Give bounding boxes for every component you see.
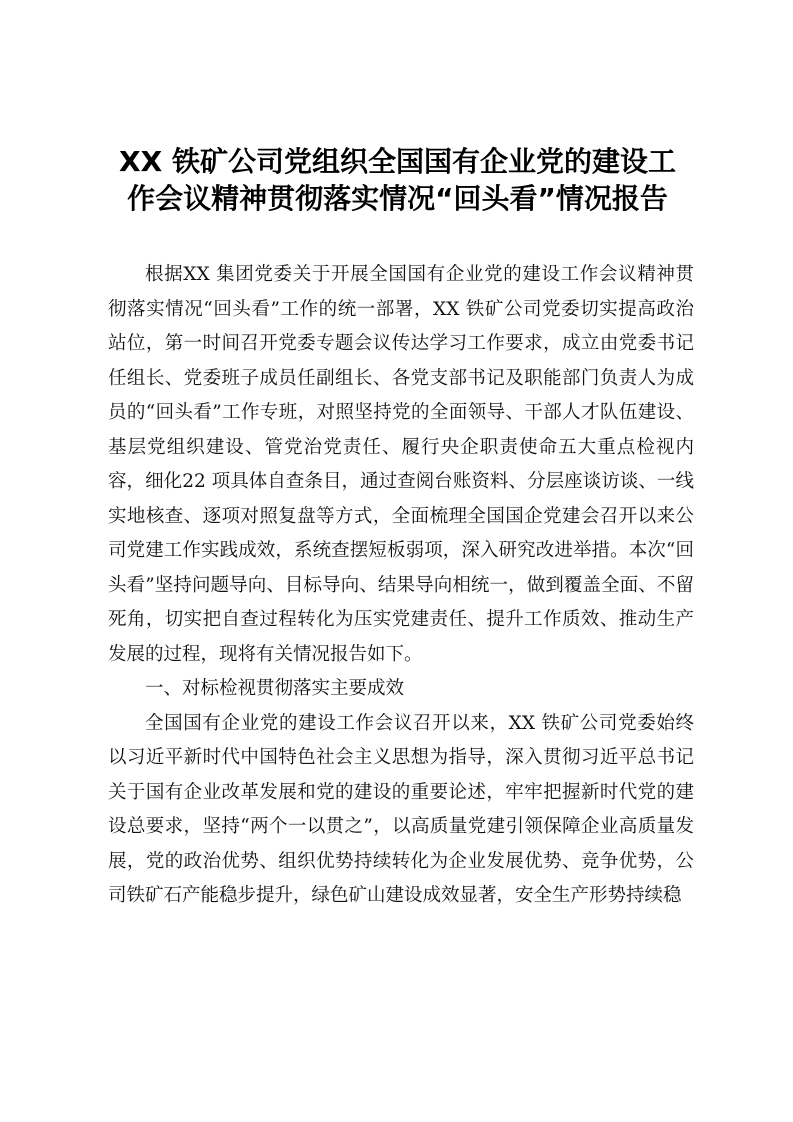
document-title	[100, 143, 695, 217]
title-line-2: 作会议精神贯彻落实情况“回头看”情况报告	[127, 182, 668, 215]
document-body	[108, 258, 694, 914]
section-heading-1: 一、对标检视贯彻落实主要成效	[145, 678, 405, 699]
section-1-paragraph: 全国国有企业党的建设工作会议召开以来，XX 铁矿公司党委始终以习近平新时代中国特色社会主义思想为指导，深入贯彻习近平总书记关于国有企业改革发展和党的建设的重要论述，牢牢把握新时代党的建设总要求，坚持“两个一以贯之”，以高质量党建引领保障企业高质量发展，党的政治优势、组织优势持续转化为企业发展优势、竞争优势，公司铁矿石产能稳步提升，绿色矿山建设成效显著，安全生产形势持续稳	[108, 712, 694, 906]
intro-paragraph: 根据XX 集团党委关于开展全国国有企业党的建设工作会议精神贯彻落实情况“回头看”工作的统一部署，XX 铁矿公司党委切实提高政治站位，第一时间召开党委专题会议传达学习工作要求，成立由党委书记任组长、党委班子成员任副组长、各党支部书记及职能部门负责人为成员的“回头看”工作专班，对照坚持党的全面领导、干部人才队伍建设、基层党组织建设、管党治党责任、履行央企职责使命五大重点检视内容，细化22 项具体自查条目，通过查阅台账资料、分层座谈访谈、一线实地核查、逐项对照复盘等方式，全面梳理全国国企党建会召开以来公司党建工作实践成效，系统查摆短板弱项，深入研究改进举措。本次“回头看”坚持问题导向、目标导向、结果导向相统一，做到覆盖全面、不留死角，切实把自查过程转化为压实党建责任、提升工作质效、推动生产发展的过程，现将有关情况报告如下。	[108, 264, 694, 665]
title-line-1: XX 铁矿公司党组织全国国有企业党的建设工	[119, 145, 676, 178]
